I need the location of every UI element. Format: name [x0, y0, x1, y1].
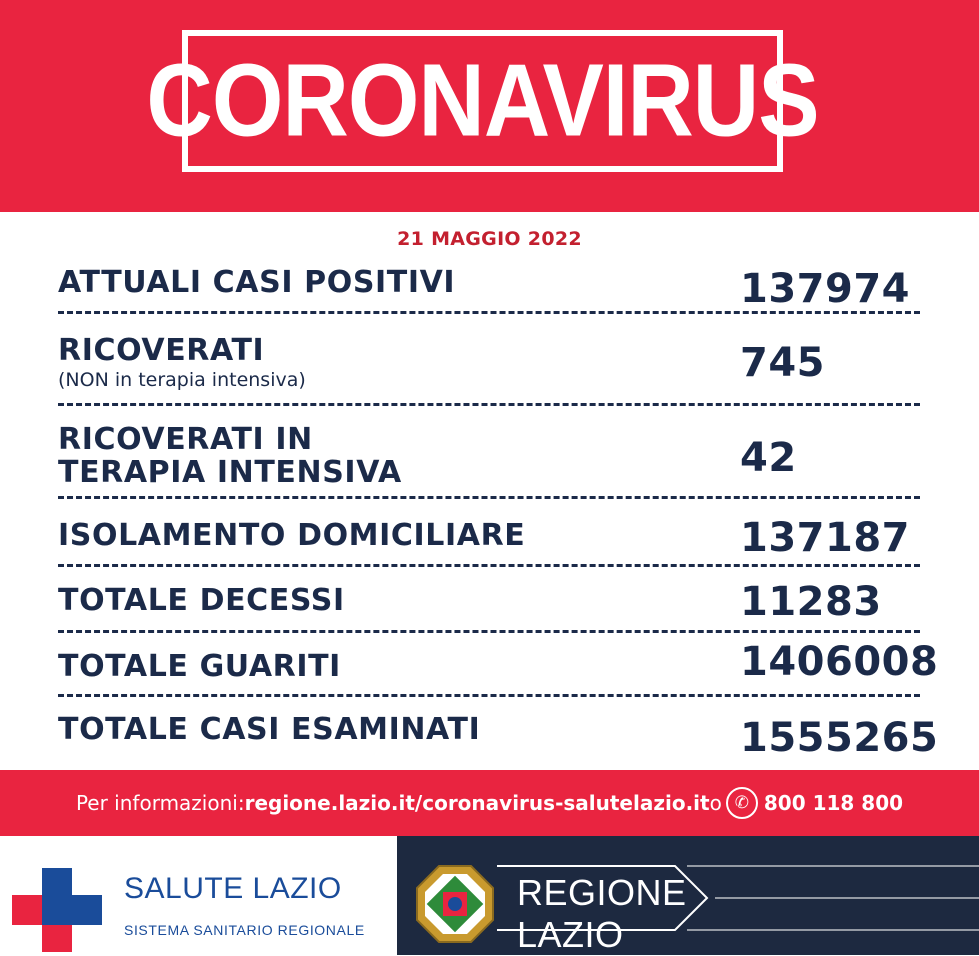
phone-number[interactable]: 800 118 800 — [763, 791, 904, 815]
stat-label: ISOLAMENTO DOMICILIARE — [58, 518, 526, 553]
stat-row-ricoverati — [58, 314, 920, 406]
report-date: 21 MAGGIO 2022 — [397, 228, 582, 250]
salutelazio-link[interactable]: salutelazio.it — [563, 791, 710, 815]
regione-lazio-line2: LAZIO — [517, 914, 624, 955]
stat-value: 11283 — [740, 579, 882, 625]
regione-lazio-line1: REGIONE — [517, 872, 687, 913]
stat-value: 745 — [740, 340, 825, 386]
stat-value: 137974 — [740, 266, 910, 312]
stat-value: 1555265 — [740, 715, 939, 761]
stat-row-totale-guariti — [58, 633, 939, 697]
salute-lazio-title: SALUTE LAZIO — [124, 872, 342, 905]
regione-emblem-icon — [415, 864, 495, 944]
stat-label-line1: RICOVERATI IN — [58, 422, 313, 457]
info-band — [0, 770, 979, 836]
stat-label: TOTALE DECESSI — [58, 583, 345, 618]
stat-label: TOTALE GUARITI — [58, 649, 341, 684]
regione-lazio-footer — [397, 836, 979, 955]
stat-label-line2: TERAPIA INTENSIVA — [58, 455, 402, 490]
info-prefix: Per informazioni: — [75, 791, 245, 815]
info-or: o — [709, 791, 722, 815]
info-separator: - — [555, 791, 564, 815]
salute-lazio-footer — [0, 836, 397, 955]
phone-icon: ✆ — [726, 787, 758, 819]
salute-lazio-subtitle: SISTEMA SANITARIO REGIONALE — [124, 922, 365, 938]
stat-label: ATTUALI CASI POSITIVI — [58, 265, 456, 300]
page-title: CORONAVIRUS — [146, 43, 819, 159]
title-box — [146, 30, 819, 172]
stat-row-isolamento-domiciliare — [58, 499, 920, 567]
stat-row-attuali-casi-positivi — [58, 256, 920, 314]
medical-cross-icon — [12, 868, 102, 952]
regione-coronavirus-link[interactable]: regione.lazio.it/coronavirus — [244, 791, 556, 815]
stat-value: 137187 — [740, 515, 910, 561]
stat-value: 42 — [740, 435, 797, 481]
stat-label: TOTALE CASI ESAMINATI — [58, 712, 481, 747]
stat-row-totale-casi-esaminati — [58, 697, 939, 763]
stat-row-totale-decessi — [58, 567, 920, 633]
header-banner — [0, 0, 979, 212]
stat-row-terapia-intensiva — [58, 406, 920, 499]
stat-sublabel: (NON in terapia intensiva) — [58, 369, 306, 391]
stat-value: 1406008 — [740, 639, 939, 685]
stat-label: RICOVERATI — [58, 333, 265, 368]
